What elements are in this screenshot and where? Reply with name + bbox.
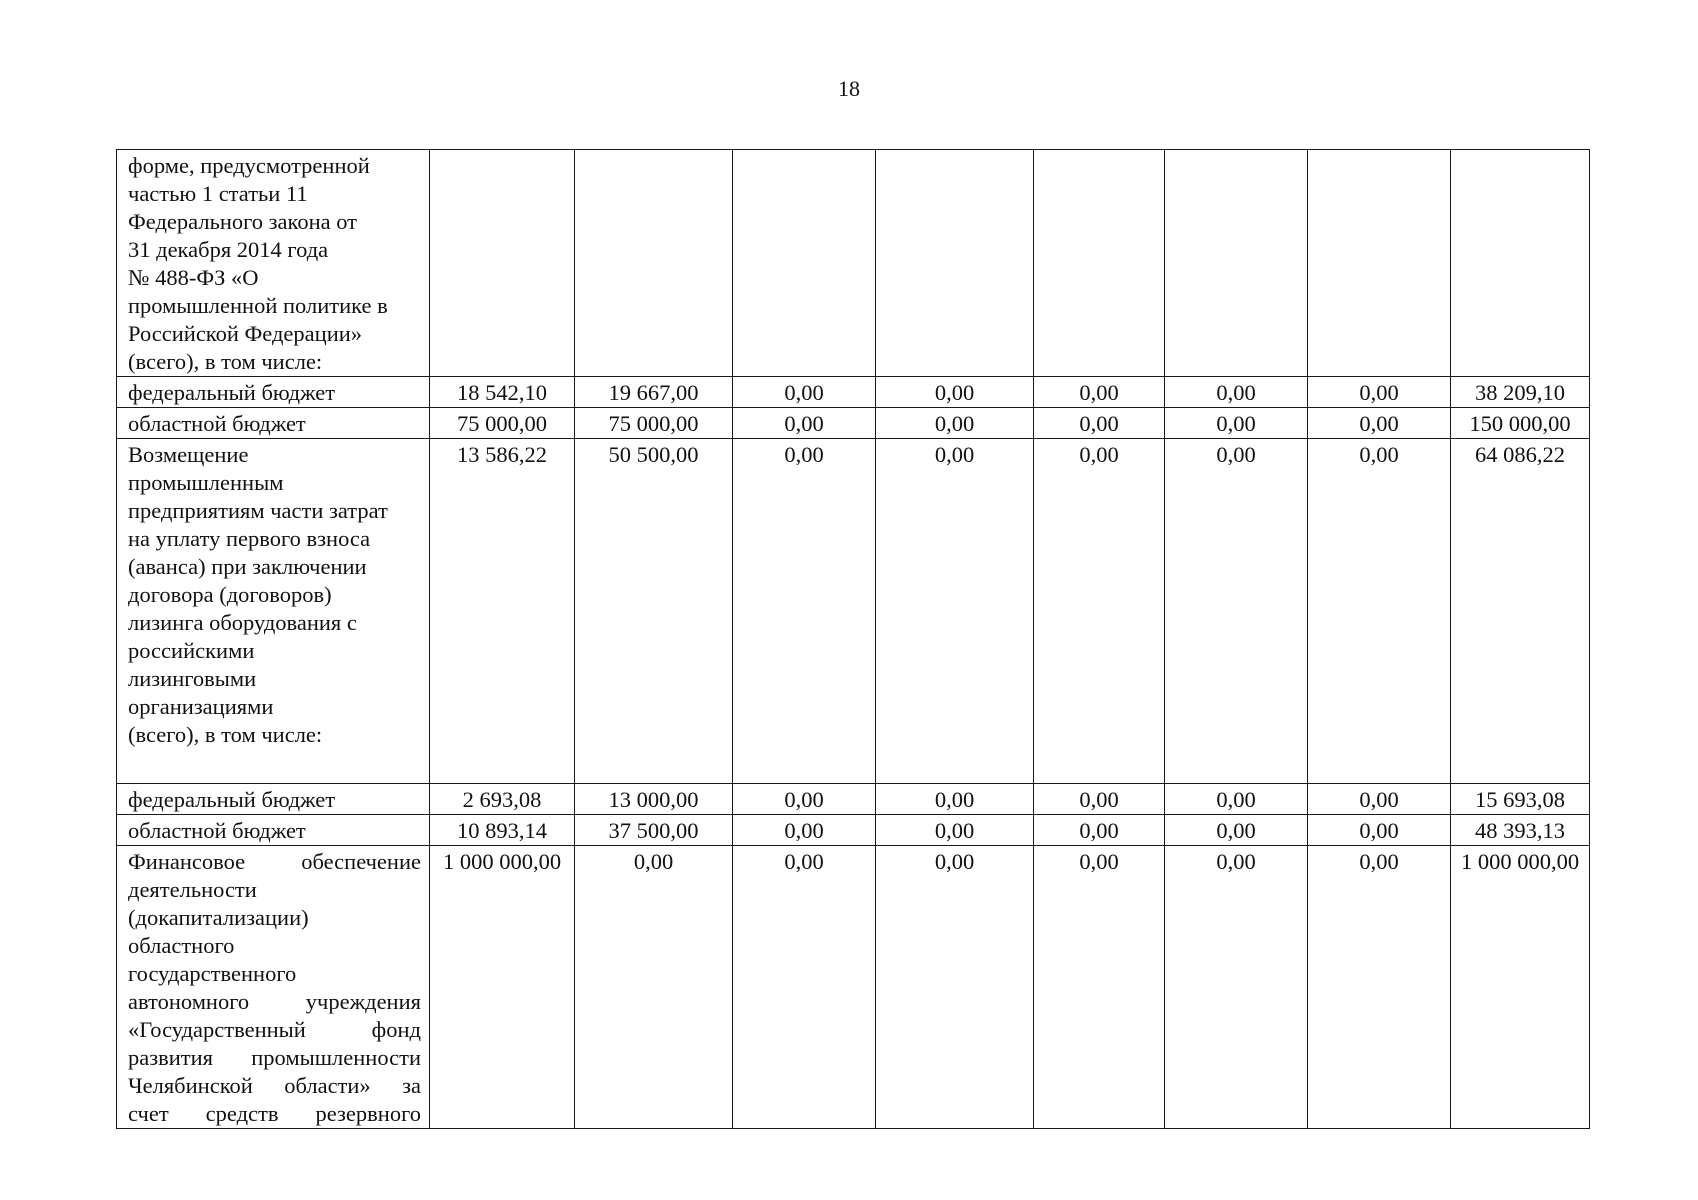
description-line: счет средств резервного [128, 1101, 421, 1126]
row-description: областной бюджет [117, 408, 430, 439]
value-cell [1034, 150, 1165, 377]
description-line: промышленным [128, 470, 284, 495]
description-line: государственного [128, 961, 297, 986]
value-cell: 13 586,22 [430, 439, 575, 784]
value-cell: 0,00 [1308, 846, 1451, 1129]
budget-table [116, 149, 1590, 1129]
value-cell: 0,00 [1165, 784, 1308, 815]
value-cell: 0,00 [1165, 815, 1308, 846]
description-line: областного [128, 933, 235, 958]
description-line: лизинга оборудования с [128, 610, 357, 635]
value-cell: 0,00 [1165, 377, 1308, 408]
value-cell: 0,00 [733, 846, 876, 1129]
description-line: предприятиям части затрат [128, 498, 388, 523]
value-cell: 0,00 [876, 439, 1034, 784]
value-cell: 0,00 [1308, 377, 1451, 408]
value-cell: 0,00 [1308, 408, 1451, 439]
value-cell: 0,00 [733, 815, 876, 846]
row-description [117, 150, 430, 377]
row-description: федеральный бюджет [117, 784, 430, 815]
value-cell: 0,00 [1034, 377, 1165, 408]
value-cell: 0,00 [876, 784, 1034, 815]
value-cell [1308, 150, 1451, 377]
description-line: Российской Федерации» [128, 321, 363, 346]
value-cell: 50 500,00 [575, 439, 733, 784]
description-line: (аванса) при заключении [128, 554, 367, 579]
value-cell: 0,00 [575, 846, 733, 1129]
value-cell: 15 693,08 [1451, 784, 1590, 815]
value-cell: 19 667,00 [575, 377, 733, 408]
description-line: (всего), в том числе: [128, 722, 323, 747]
value-cell: 0,00 [1034, 439, 1165, 784]
value-cell: 0,00 [733, 784, 876, 815]
value-cell: 0,00 [733, 377, 876, 408]
description-line: на уплату первого взноса [128, 526, 371, 551]
description-line: развития промышленности [128, 1045, 421, 1070]
value-cell [1451, 150, 1590, 377]
value-cell: 75 000,00 [575, 408, 733, 439]
value-cell: 0,00 [733, 408, 876, 439]
table-row [117, 784, 1590, 815]
description-line: Федерального закона от [128, 209, 358, 234]
row-description: федеральный бюджет [117, 377, 430, 408]
value-cell: 13 000,00 [575, 784, 733, 815]
value-cell: 0,00 [1165, 846, 1308, 1129]
row-description: областной бюджет [117, 815, 430, 846]
value-cell: 18 542,10 [430, 377, 575, 408]
description-line: автономного учреждения [128, 989, 421, 1014]
value-cell: 64 086,22 [1451, 439, 1590, 784]
table-row [117, 408, 1590, 439]
table-row [117, 377, 1590, 408]
table-row [117, 439, 1590, 784]
description-line: форме, предусмотренной [128, 153, 370, 178]
value-cell: 0,00 [1308, 439, 1451, 784]
row-description [117, 846, 430, 1129]
value-cell: 150 000,00 [1451, 408, 1590, 439]
value-cell: 48 393,13 [1451, 815, 1590, 846]
page-number: 18 [838, 76, 860, 101]
description-line: (докапитализации) [128, 905, 309, 930]
value-cell [575, 150, 733, 377]
description-line: Возмещение [128, 442, 249, 467]
value-cell: 38 209,10 [1451, 377, 1590, 408]
table-row [117, 846, 1590, 1129]
value-cell: 1 000 000,00 [430, 846, 575, 1129]
value-cell: 0,00 [1165, 439, 1308, 784]
value-cell [430, 150, 575, 377]
table-row [117, 815, 1590, 846]
value-cell: 0,00 [1034, 846, 1165, 1129]
value-cell: 0,00 [876, 815, 1034, 846]
value-cell: 75 000,00 [430, 408, 575, 439]
description-line: Финансовое обеспечение [128, 849, 421, 874]
description-line: российскими [128, 638, 255, 663]
description-line: «Государственный фонд [128, 1017, 421, 1042]
value-cell: 0,00 [1034, 408, 1165, 439]
value-cell: 0,00 [876, 377, 1034, 408]
value-cell: 0,00 [876, 408, 1034, 439]
value-cell [733, 150, 876, 377]
value-cell: 2 693,08 [430, 784, 575, 815]
table-body [117, 150, 1590, 1129]
value-cell: 10 893,14 [430, 815, 575, 846]
description-line: организациями [128, 694, 274, 719]
description-line: промышленной политике в [128, 293, 388, 318]
value-cell: 0,00 [1308, 784, 1451, 815]
value-cell: 0,00 [1308, 815, 1451, 846]
value-cell: 0,00 [1034, 784, 1165, 815]
value-cell [876, 150, 1034, 377]
value-cell [1165, 150, 1308, 377]
description-line: № 488-ФЗ «О [128, 265, 259, 290]
description-line: частью 1 статьи 11 [128, 181, 308, 206]
value-cell: 0,00 [1034, 815, 1165, 846]
description-line: 31 декабря 2014 года [128, 237, 329, 262]
value-cell: 0,00 [1165, 408, 1308, 439]
value-cell: 1 000 000,00 [1451, 846, 1590, 1129]
description-line: лизинговыми [128, 666, 257, 691]
description-line: договора (договоров) [128, 582, 332, 607]
description-line: деятельности [128, 877, 257, 902]
value-cell: 0,00 [733, 439, 876, 784]
row-description [117, 439, 430, 784]
description-line: Челябинской области» за [128, 1073, 421, 1098]
value-cell: 0,00 [876, 846, 1034, 1129]
description-line: (всего), в том числе: [128, 349, 323, 374]
table-row [117, 150, 1590, 377]
value-cell: 37 500,00 [575, 815, 733, 846]
